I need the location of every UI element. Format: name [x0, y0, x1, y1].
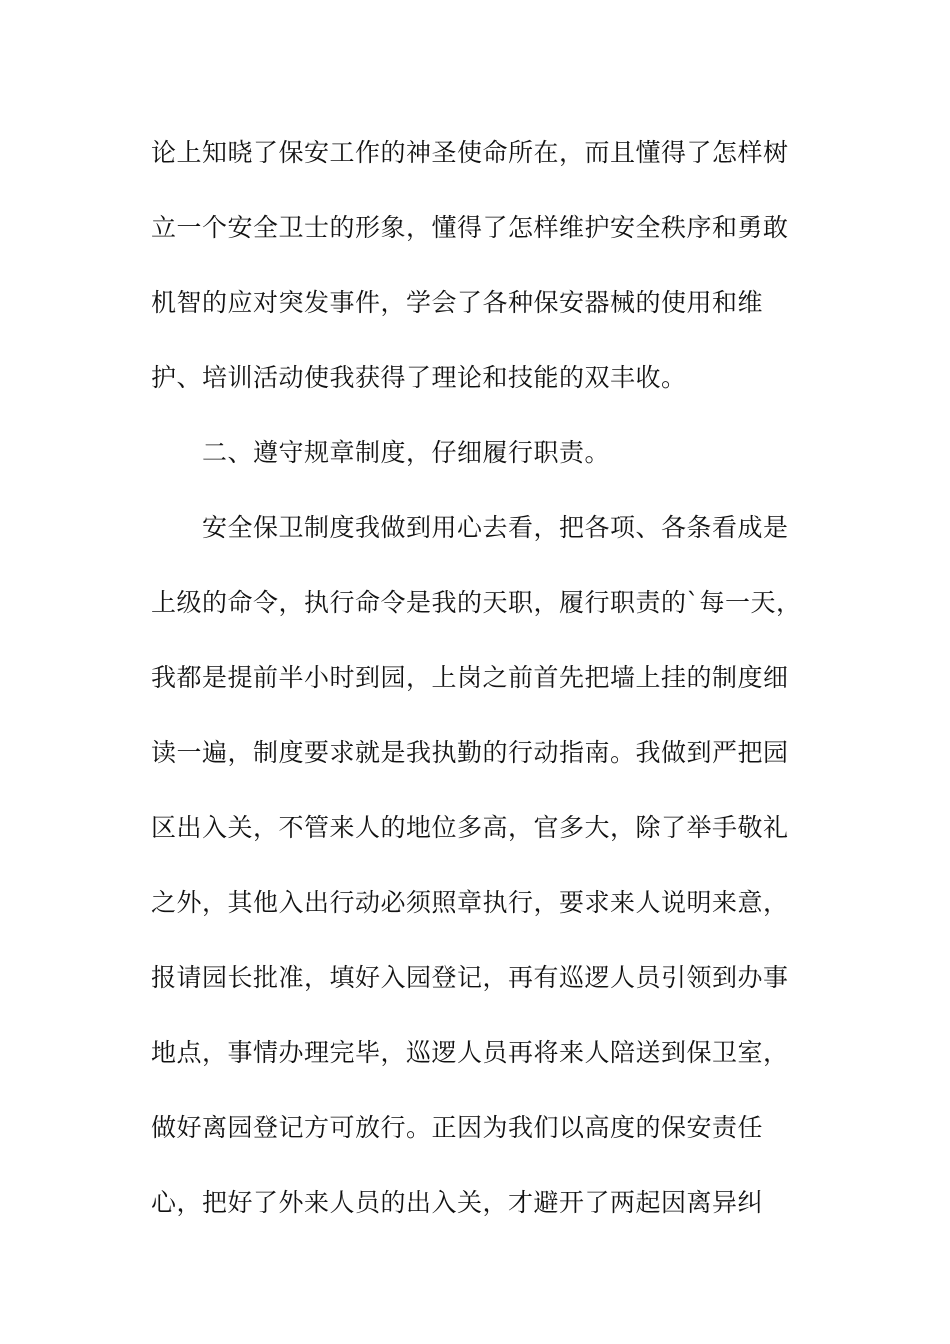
text-line: 报请园长批准，填好入园登记，再有巡逻人员引领到办事 [151, 963, 789, 992]
text-line: 上级的命令，执行命令是我的天职，履行职责的`每一天， [151, 588, 802, 617]
text-line: 护、培训活动使我获得了理论和技能的双丰收。 [151, 363, 687, 392]
text-line: 心，把好了外来人员的出入关，才避开了两起因离异纠 [151, 1188, 764, 1217]
text-line: 论上知晓了保安工作的神圣使命所在，而且懂得了怎样树 [151, 138, 789, 167]
text-line: 之外，其他入出行动必须照章执行，要求来人说明来意， [151, 888, 789, 917]
text-line: 读一遍，制度要求就是我执勤的行动指南。我做到严把园 [151, 738, 789, 767]
text-line: 地点，事情办理完毕，巡逻人员再将来人陪送到保卫室， [151, 1038, 789, 1067]
text-line: 区出入关，不管来人的地位多高，官多大，除了举手敬礼 [151, 813, 789, 842]
text-line: 做好离园登记方可放行。正因为我们以高度的保安责任 [151, 1113, 764, 1142]
text-line: 机智的应对突发事件，学会了各种保安器械的使用和维 [151, 288, 764, 317]
body-text [151, 130, 801, 1255]
paragraph-first-line: 安全保卫制度我做到用心去看，把各项、各条看成是 [202, 513, 789, 542]
text-line: 立一个安全卫士的形象，懂得了怎样维护安全秩序和勇敢 [151, 213, 789, 242]
text-line: 我都是提前半小时到园，上岗之前首先把墙上挂的制度细 [151, 663, 789, 692]
section-heading: 二、遵守规章制度，仔细履行职责。 [202, 438, 611, 467]
